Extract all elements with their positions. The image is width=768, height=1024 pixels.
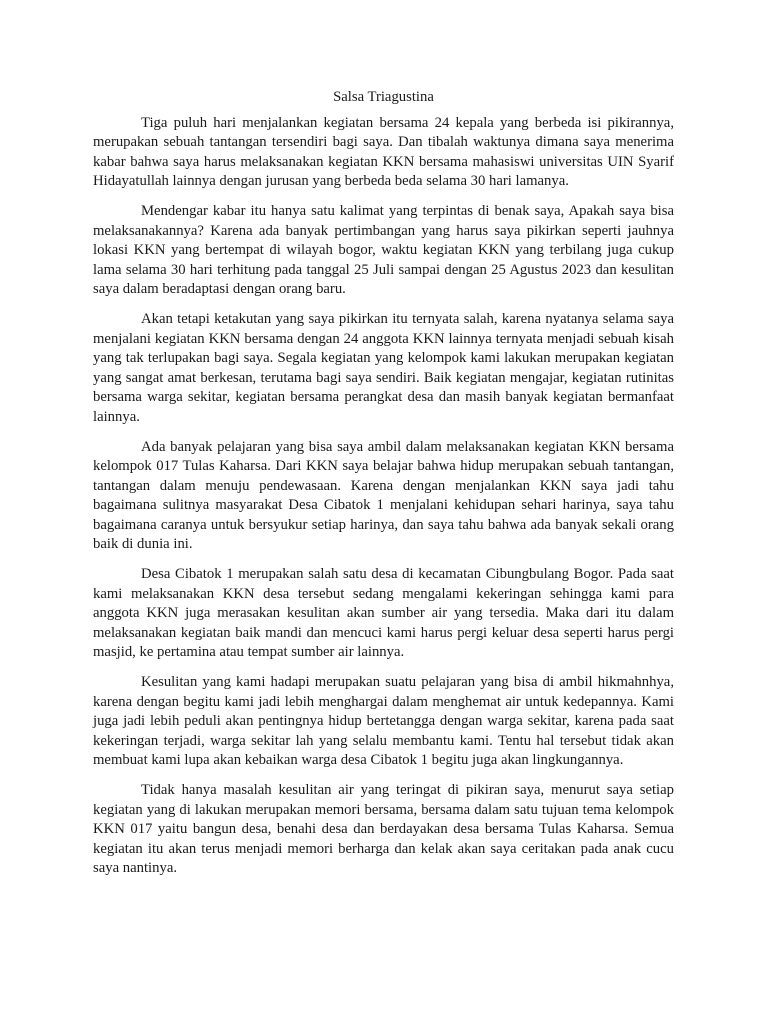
paragraph-5: Desa Cibatok 1 merupakan salah satu desa di kecamatan Cibungbulang Bogor. Pada saat kami melaksanakan KKN desa tersebut sedang mengalami kekeringan sehingga kami para anggota KKN juga merasakan kesulitan akan sumber air yang tersedia. Maka dari itu dalam melaksanakan kegiatan baik mandi dan mencuci kami harus pergi keluar desa seperti harus pergi masjid, ke pertamina atau tempat sumber air lainnya. xyxy=(93,566,674,661)
paragraph-7: Tidak hanya masalah kesulitan air yang teringat di pikiran saya, menurut saya setiap kegiatan yang di lakukan merupakan memori bersama, bersama dalam satu tujuan tema kelompok KKN 017 yaitu bangun desa, benahi desa dan berdayakan desa bersama Tulas Kaharsa. Semua kegiatan itu akan terus menjadi memori berharga dan kelak akan saya ceritakan pada anak cucu saya nantinya. xyxy=(93,782,674,877)
paragraph-1: Tiga puluh hari menjalankan kegiatan bersama 24 kepala yang berbeda isi pikirannya, merupakan sebuah tantangan tersendiri bagi saya. Dan tibalah waktunya dimana saya menerima kabar bahwa saya harus melaksanakan kegiatan KKN bersama mahasiswi universitas UIN Syarif Hidayatullah lainnya dengan jurusan yang berbeda beda selama 30 hari lamanya. xyxy=(93,114,674,190)
paragraph-6: Kesulitan yang kami hadapi merupakan suatu pelajaran yang bisa di ambil hikmahnhya, karena dengan begitu kami jadi lebih menghargai dalam menghemat air untuk kedepannya. Kami juga jadi lebih peduli akan pentingnya hidup bertetangga dengan warga sekitar, karena pada saat kekeringan terjadi, warga sekitar lah yang selalu membantu kami. Tentu hal tersebut tidak akan membuat kami lupa akan kebaikan warga desa Cibatok 1 begitu juga akan lingkungannya. xyxy=(93,674,674,769)
author-name: Salsa Triagustina xyxy=(333,89,434,105)
paragraph-3: Akan tetapi ketakutan yang saya pikirkan itu ternyata salah, karena nyatanya selama saya menjalani kegiatan KKN bersama dengan 24 anggota KKN lainnya ternyata menjadi sebuah kisah yang tak terlupakan bagi saya. Segala kegiatan yang kelompok kami lakukan merupakan kegiatan yang sangat amat berkesan, terutama bagi saya sendiri. Baik kegiatan mengajar, kegiatan rutinitas bersama warga sekitar, kegiatan bersama perangkat desa dan masih banyak kegiatan bermanfaat lainnya. xyxy=(93,310,674,425)
document-page xyxy=(93,88,674,889)
paragraph-4: Ada banyak pelajaran yang bisa saya ambil dalam melaksanakan kegiatan KKN bersama kelompok 017 Tulas Kaharsa. Dari KKN saya belajar bahwa hidup merupakan sebuah tantangan, tantangan dalam menuju pendewasaan. Karena dengan menjalankan KKN saya jadi tahu bagaimana sulitnya masyarakat Desa Cibatok 1 menjalani kehidupan sehari harinya, saya tahu bagaimana caranya untuk bersyukur setiap harinya, dan saya tahu bahwa ada banyak sekali orang baik di dunia ini. xyxy=(93,438,674,553)
paragraph-2: Mendengar kabar itu hanya satu kalimat yang terpintas di benak saya, Apakah saya bisa melaksanakannya? Karena ada banyak pertimbangan yang harus saya pikirkan seperti jauhnya lokasi KKN yang bertempat di wilayah bogor, waktu kegiatan KKN yang terbilang juga cukup lama selama 30 hari terhitung pada tanggal 25 Juli sampai dengan 25 Agustus 2023 dan kesulitan saya dalam beradaptasi dengan orang baru. xyxy=(93,202,674,298)
